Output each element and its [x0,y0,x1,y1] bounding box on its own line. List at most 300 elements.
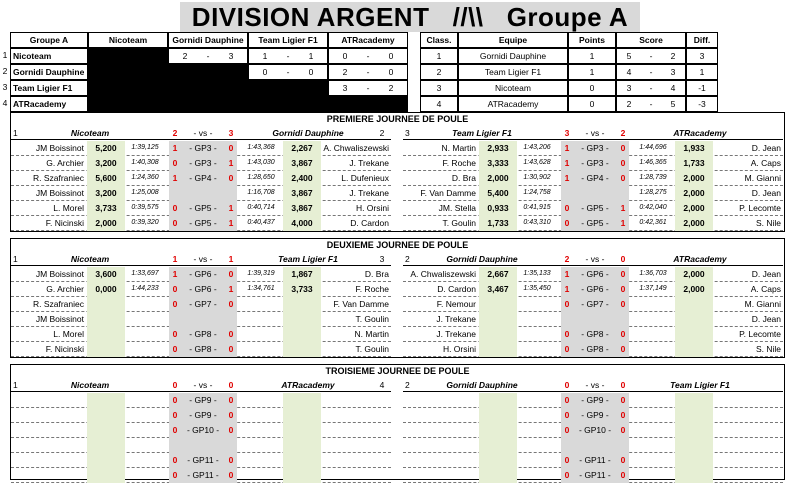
matrix-score-part: - [366,83,370,93]
match-b: 0 [228,470,234,480]
match-row [403,141,783,156]
matrix-score-part: 2 [388,83,394,93]
match-tm2: 1:39,319 [247,270,275,277]
match-header-t1: Gornidi Dauphine [446,380,518,390]
match-v1: 3,467 [487,284,509,294]
match-row [11,312,391,327]
match-p1: H. Orsini [442,344,476,354]
match-gp: - GP6 - [189,269,217,279]
match-tm2: 1:37,149 [639,285,667,292]
match-gp: - GP3 - [189,158,217,168]
match-row [403,438,783,453]
match-header-sa: 0 [172,380,178,390]
match-gp: - GP6 - [581,284,609,294]
match-tm1: 1:43,206 [523,144,551,151]
match-gp: - GP8 - [581,344,609,354]
match-row [403,423,783,438]
match-gp: - GP5 - [189,218,217,228]
match-header [403,252,783,266]
match-row [11,453,391,468]
match-p2: A. Chwaliszewski [323,143,389,153]
match-p2: D. Jean [751,188,781,198]
match-gp: - GP8 - [581,329,609,339]
match-a: 0 [172,410,178,420]
match-header-sa: 1 [172,254,178,264]
match-header [403,378,783,392]
match-row [11,423,391,438]
match-tm1: 1:40,308 [131,159,159,166]
matrix-score-part: - [366,67,370,77]
match-b: 1 [228,158,234,168]
match-a: 1 [564,269,570,279]
green-bg-2 [283,342,321,357]
grey-bg [169,312,237,327]
match-a: 0 [564,218,570,228]
match-gp: - GP10 - [578,425,612,435]
match-row [11,171,391,186]
matrix-score-part: 0 [308,67,314,77]
standings-diff: 3 [686,48,718,64]
standings-header: Points [568,32,616,48]
match-header-t2: ATRacademy [673,128,727,138]
match-row [403,408,783,423]
green-bg-2 [675,438,713,453]
match-b: 0 [620,425,626,435]
match-row [11,216,391,231]
green-bg-2 [283,423,321,438]
match-tm2: 1:36,703 [639,270,667,277]
matrix-row-team: Nicoteam [10,48,88,64]
match-tm2: 0:42,040 [639,204,667,211]
match-p2: S. Nile [755,344,781,354]
match-gp: - GP4 - [189,173,217,183]
match-p2: J. Trekane [349,158,389,168]
match-gp: - GP8 - [189,344,217,354]
match-p1: JM Boissinot [35,143,84,153]
match-gp: - GP9 - [189,395,217,405]
standings-score-part: 5 [670,99,676,109]
matrix-score-part: 2 [182,51,188,61]
match-v2: 3,733 [291,284,313,294]
match-gp: - GP5 - [189,203,217,213]
match-v2: 4,000 [291,218,313,228]
match-v2: 2,000 [683,218,705,228]
match-header-t2: Team Ligier F1 [278,254,338,264]
match-tm1: 0:39,575 [131,204,159,211]
match-a: 1 [564,173,570,183]
standings-header: Diff. [686,32,718,48]
matrix-score-part: - [366,51,370,61]
standings-diff: 1 [686,64,718,80]
match-a: 1 [172,173,178,183]
match-v2: 1,933 [683,143,705,153]
match-p2: J. Trekane [349,188,389,198]
match-p2: D. Cardon [350,218,389,228]
match-header-sa: 2 [172,128,178,138]
matrix-blank-cell [88,48,168,64]
match-row [403,282,783,297]
match-row [11,267,391,282]
match-header-vs: - vs - [193,254,213,264]
match-p1: G. Archier [46,158,84,168]
match-header-sb: 0 [620,254,626,264]
green-bg-2 [283,393,321,408]
matrix-blank-cell [328,96,408,112]
match-b: 1 [228,203,234,213]
standings-team: Gornidi Dauphine [458,48,568,64]
match-v1: 1,733 [487,218,509,228]
matrix-col-header: Team Ligier F1 [248,32,328,48]
standings-header: Score [616,32,686,48]
match-a: 0 [172,299,178,309]
match-header-sb: 2 [620,128,626,138]
match-header-sa: 3 [564,128,570,138]
match-tm1: 1:25,008 [131,189,159,196]
match-v1: 3,600 [95,269,117,279]
matrix-score-part: 0 [388,51,394,61]
match-header-sb: 1 [228,254,234,264]
match-header-vs: - vs - [585,254,605,264]
match-v2: 2,000 [683,269,705,279]
matrix-score-part: 1 [308,51,314,61]
match-a: 1 [564,158,570,168]
match-header-t1: Nicoteam [70,254,110,264]
match-v1: 5,400 [487,188,509,198]
matrix-blank-cell [88,80,168,96]
green-bg-2 [283,408,321,423]
match-p2: D. Jean [751,314,781,324]
match-a: 0 [172,284,178,294]
match-p1: J. Trekane [436,314,476,324]
match-row [403,312,783,327]
match-a: 0 [172,203,178,213]
match-tm2: 1:34,761 [247,285,275,292]
green-bg-2 [283,327,321,342]
match-a: 1 [172,269,178,279]
match-row [11,342,391,357]
standings-score-part: 3 [670,67,676,77]
match-row [11,186,391,201]
match-gp: - GP3 - [581,158,609,168]
match-tm1: 1:24,360 [131,174,159,181]
green-bg-1 [479,438,517,453]
matrix-score-part: 2 [342,67,348,77]
match-a: 0 [172,470,178,480]
day1-section [10,112,785,232]
green-bg-2 [675,423,713,438]
match-tm1: 1:24,758 [523,189,551,196]
matrix-score-cell [248,64,328,80]
match-header-n1: 1 [13,128,18,138]
standings-pts: 1 [568,48,616,64]
matrix-blank-cell [88,96,168,112]
green-bg-2 [675,327,713,342]
grey-bg [561,312,629,327]
match-row [403,171,783,186]
match-header [403,126,783,140]
green-bg-1 [479,423,517,438]
green-bg-2 [675,453,713,468]
match-v1: 5,600 [95,173,117,183]
matrix-blank-cell [248,96,328,112]
match-header-n1: 2 [405,380,410,390]
matrix-blank-cell [168,96,248,112]
matrix-row-team: Gornidi Dauphine [10,64,88,80]
match-b: 0 [228,425,234,435]
match-header-n2: 4 [379,380,385,390]
match-a: 1 [564,143,570,153]
match-p2: P. Lecomte [739,329,781,339]
match-row [11,156,391,171]
standings-score-part: 3 [626,83,632,93]
match-row [403,186,783,201]
match-v2: 2,000 [683,203,705,213]
match-b: 1 [620,218,626,228]
grey-bg [169,186,237,201]
matrix-row-index: 1 [2,50,8,60]
standings-score-part: - [649,51,653,61]
standings-score [616,96,686,112]
match-b: 0 [228,269,234,279]
match-row [403,297,783,312]
standings-score [616,80,686,96]
match-p1: D. Bra [451,173,476,183]
match-gp: - GP6 - [581,269,609,279]
match-p1: JM. Stella [438,203,476,213]
match-p2: D. Jean [751,143,781,153]
standings-pts: 1 [568,64,616,80]
match-p1: JM Boissinot [35,188,84,198]
match-header-t1: Nicoteam [70,380,110,390]
match-p1: F. Nicinski [45,344,84,354]
match-a: 0 [172,395,178,405]
matrix-blank-cell [168,64,248,80]
match-p1: L. Morel [53,329,84,339]
green-bg-1 [87,312,125,327]
match-v2: 1,867 [291,269,313,279]
standings-score-part: - [649,83,653,93]
match-header-sa: 2 [564,254,570,264]
match-header [11,126,391,140]
match-p1: R. Szafraniec [32,173,84,183]
match-tm2: 1:43,030 [247,159,275,166]
matrix-blank-cell [168,80,248,96]
match-p2: F. Van Damme [333,299,389,309]
match-b: 0 [620,395,626,405]
match-gp: - GP3 - [581,143,609,153]
standings-rank: 4 [420,96,458,112]
match-v1: 2,000 [95,218,117,228]
standings-team: Nicoteam [458,80,568,96]
matrix-row-index: 4 [2,98,8,108]
match-v1: 3,200 [95,188,117,198]
match-a: 0 [172,455,178,465]
green-bg-1 [479,408,517,423]
matrix-score-part: 0 [388,67,394,77]
match-header-sb: 0 [228,380,234,390]
green-bg-1 [87,438,125,453]
standings-score-part: 4 [626,67,632,77]
standings-score-part: - [649,99,653,109]
match-p2: S. Nile [755,218,781,228]
standings-score [616,48,686,64]
standings-score [616,64,686,80]
match-tm2: 0:40,437 [247,219,275,226]
match-row [403,267,783,282]
match-v2: 2,000 [683,173,705,183]
match-header-vs: - vs - [193,380,213,390]
match-v1: 3,333 [487,158,509,168]
green-bg-2 [283,438,321,453]
match-row [11,297,391,312]
match-gp: - GP11 - [579,470,611,480]
standings-rank: 3 [420,80,458,96]
match-b: 0 [228,395,234,405]
match-row [11,327,391,342]
match-tm1: 0:43,310 [523,219,551,226]
match-tm1: 1:35,133 [523,270,551,277]
match-header-n2: 3 [379,254,385,264]
green-bg-1 [87,453,125,468]
standings-pts: 0 [568,80,616,96]
match-v2: 3,867 [291,188,313,198]
match-row [403,327,783,342]
match-p2: M. Gianni [744,299,781,309]
match-gp: - GP11 - [187,455,219,465]
match-gp: - GP6 - [189,284,217,294]
match-p2: D. Bra [364,269,389,279]
match-v1: 2,933 [487,143,509,153]
match-b: 0 [620,410,626,420]
match-a: 1 [172,143,178,153]
match-p2: F. Roche [355,284,389,294]
match-header [11,252,391,266]
standings-score-part: 5 [626,51,632,61]
match-a: 0 [564,470,570,480]
match-v1: 3,200 [95,158,117,168]
match-row [403,393,783,408]
match-p2: A. Caps [750,158,781,168]
match-b: 0 [228,299,234,309]
match-b: 0 [228,173,234,183]
matrix-blank-cell [248,80,328,96]
match-row [11,141,391,156]
match-row [11,393,391,408]
match-a: 0 [564,329,570,339]
match-row [11,282,391,297]
match-b: 1 [228,218,234,228]
match-b: 0 [228,344,234,354]
match-b: 0 [228,143,234,153]
match-header-t2: ATRacademy [281,380,335,390]
match-v1: 0,000 [95,284,117,294]
match-tm1: 1:30,902 [523,174,551,181]
match-b: 1 [620,203,626,213]
match-tm2: 1:28,275 [639,189,667,196]
match-p1: J. Trekane [436,329,476,339]
green-bg-2 [283,312,321,327]
matrix-score-part: 3 [342,83,348,93]
match-header-n1: 1 [13,254,18,264]
day2-section [10,238,785,358]
green-bg-1 [479,453,517,468]
match-a: 0 [172,218,178,228]
match-header-t1: Team Ligier F1 [452,128,512,138]
match-p2: M. Gianni [744,173,781,183]
match-row [403,453,783,468]
green-bg-2 [283,297,321,312]
match-tm2: 1:46,365 [639,159,667,166]
match-gp: - GP5 - [581,203,609,213]
standings-score-part: 4 [670,83,676,93]
match-tm2: 1:28,739 [639,174,667,181]
match-p1: F. Van Damme [420,188,476,198]
match-header-vs: - vs - [585,380,605,390]
match-p2: N. Martin [354,329,389,339]
match-b: 0 [620,344,626,354]
match-gp: - GP11 - [187,470,219,480]
day3-section [10,364,785,480]
match-tm2: 1:44,696 [639,144,667,151]
match-a: 0 [172,344,178,354]
green-bg-1 [479,312,517,327]
green-bg-1 [87,297,125,312]
standings-team: Team Ligier F1 [458,64,568,80]
match-row [11,201,391,216]
day3-title: TROISIEME JOURNEE DE POULE [325,366,470,376]
matrix-score-part: 3 [228,51,234,61]
green-bg-1 [479,342,517,357]
match-a: 0 [172,158,178,168]
match-b: 0 [620,455,626,465]
match-header-t2: ATRacademy [673,254,727,264]
grey-bg [169,438,237,453]
matrix-blank-cell [88,64,168,80]
match-header-t1: Nicoteam [70,128,110,138]
match-p1: JM Boissinot [35,314,84,324]
match-header-t1: Gornidi Dauphine [446,254,518,264]
match-v1: 3,733 [95,203,117,213]
green-bg-1 [479,297,517,312]
matrix-col-header: ATRacademy [328,32,408,48]
match-tm2: 1:16,708 [247,189,275,196]
match-v2: 2,000 [683,284,705,294]
match-a: 0 [564,425,570,435]
match-header-vs: - vs - [585,128,605,138]
green-bg-1 [87,342,125,357]
matrix-score-part: - [286,67,290,77]
green-bg-1 [87,423,125,438]
match-gp: - GP4 - [581,173,609,183]
match-tm1: 0:39,320 [131,219,159,226]
match-header-sb: 3 [228,128,234,138]
green-bg-1 [87,327,125,342]
green-bg-2 [675,393,713,408]
match-b: 0 [228,455,234,465]
match-b: 0 [620,269,626,279]
match-a: 1 [564,284,570,294]
match-p2: T. Goulin [355,344,389,354]
match-row [403,201,783,216]
match-v2: 1,733 [683,158,705,168]
match-p1: F. Roche [442,158,476,168]
match-gp: - GP10 - [186,425,220,435]
match-row [403,342,783,357]
match-a: 0 [172,425,178,435]
match-tm2: 1:43,368 [247,144,275,151]
match-gp: - GP9 - [581,410,609,420]
grey-bg [561,186,629,201]
